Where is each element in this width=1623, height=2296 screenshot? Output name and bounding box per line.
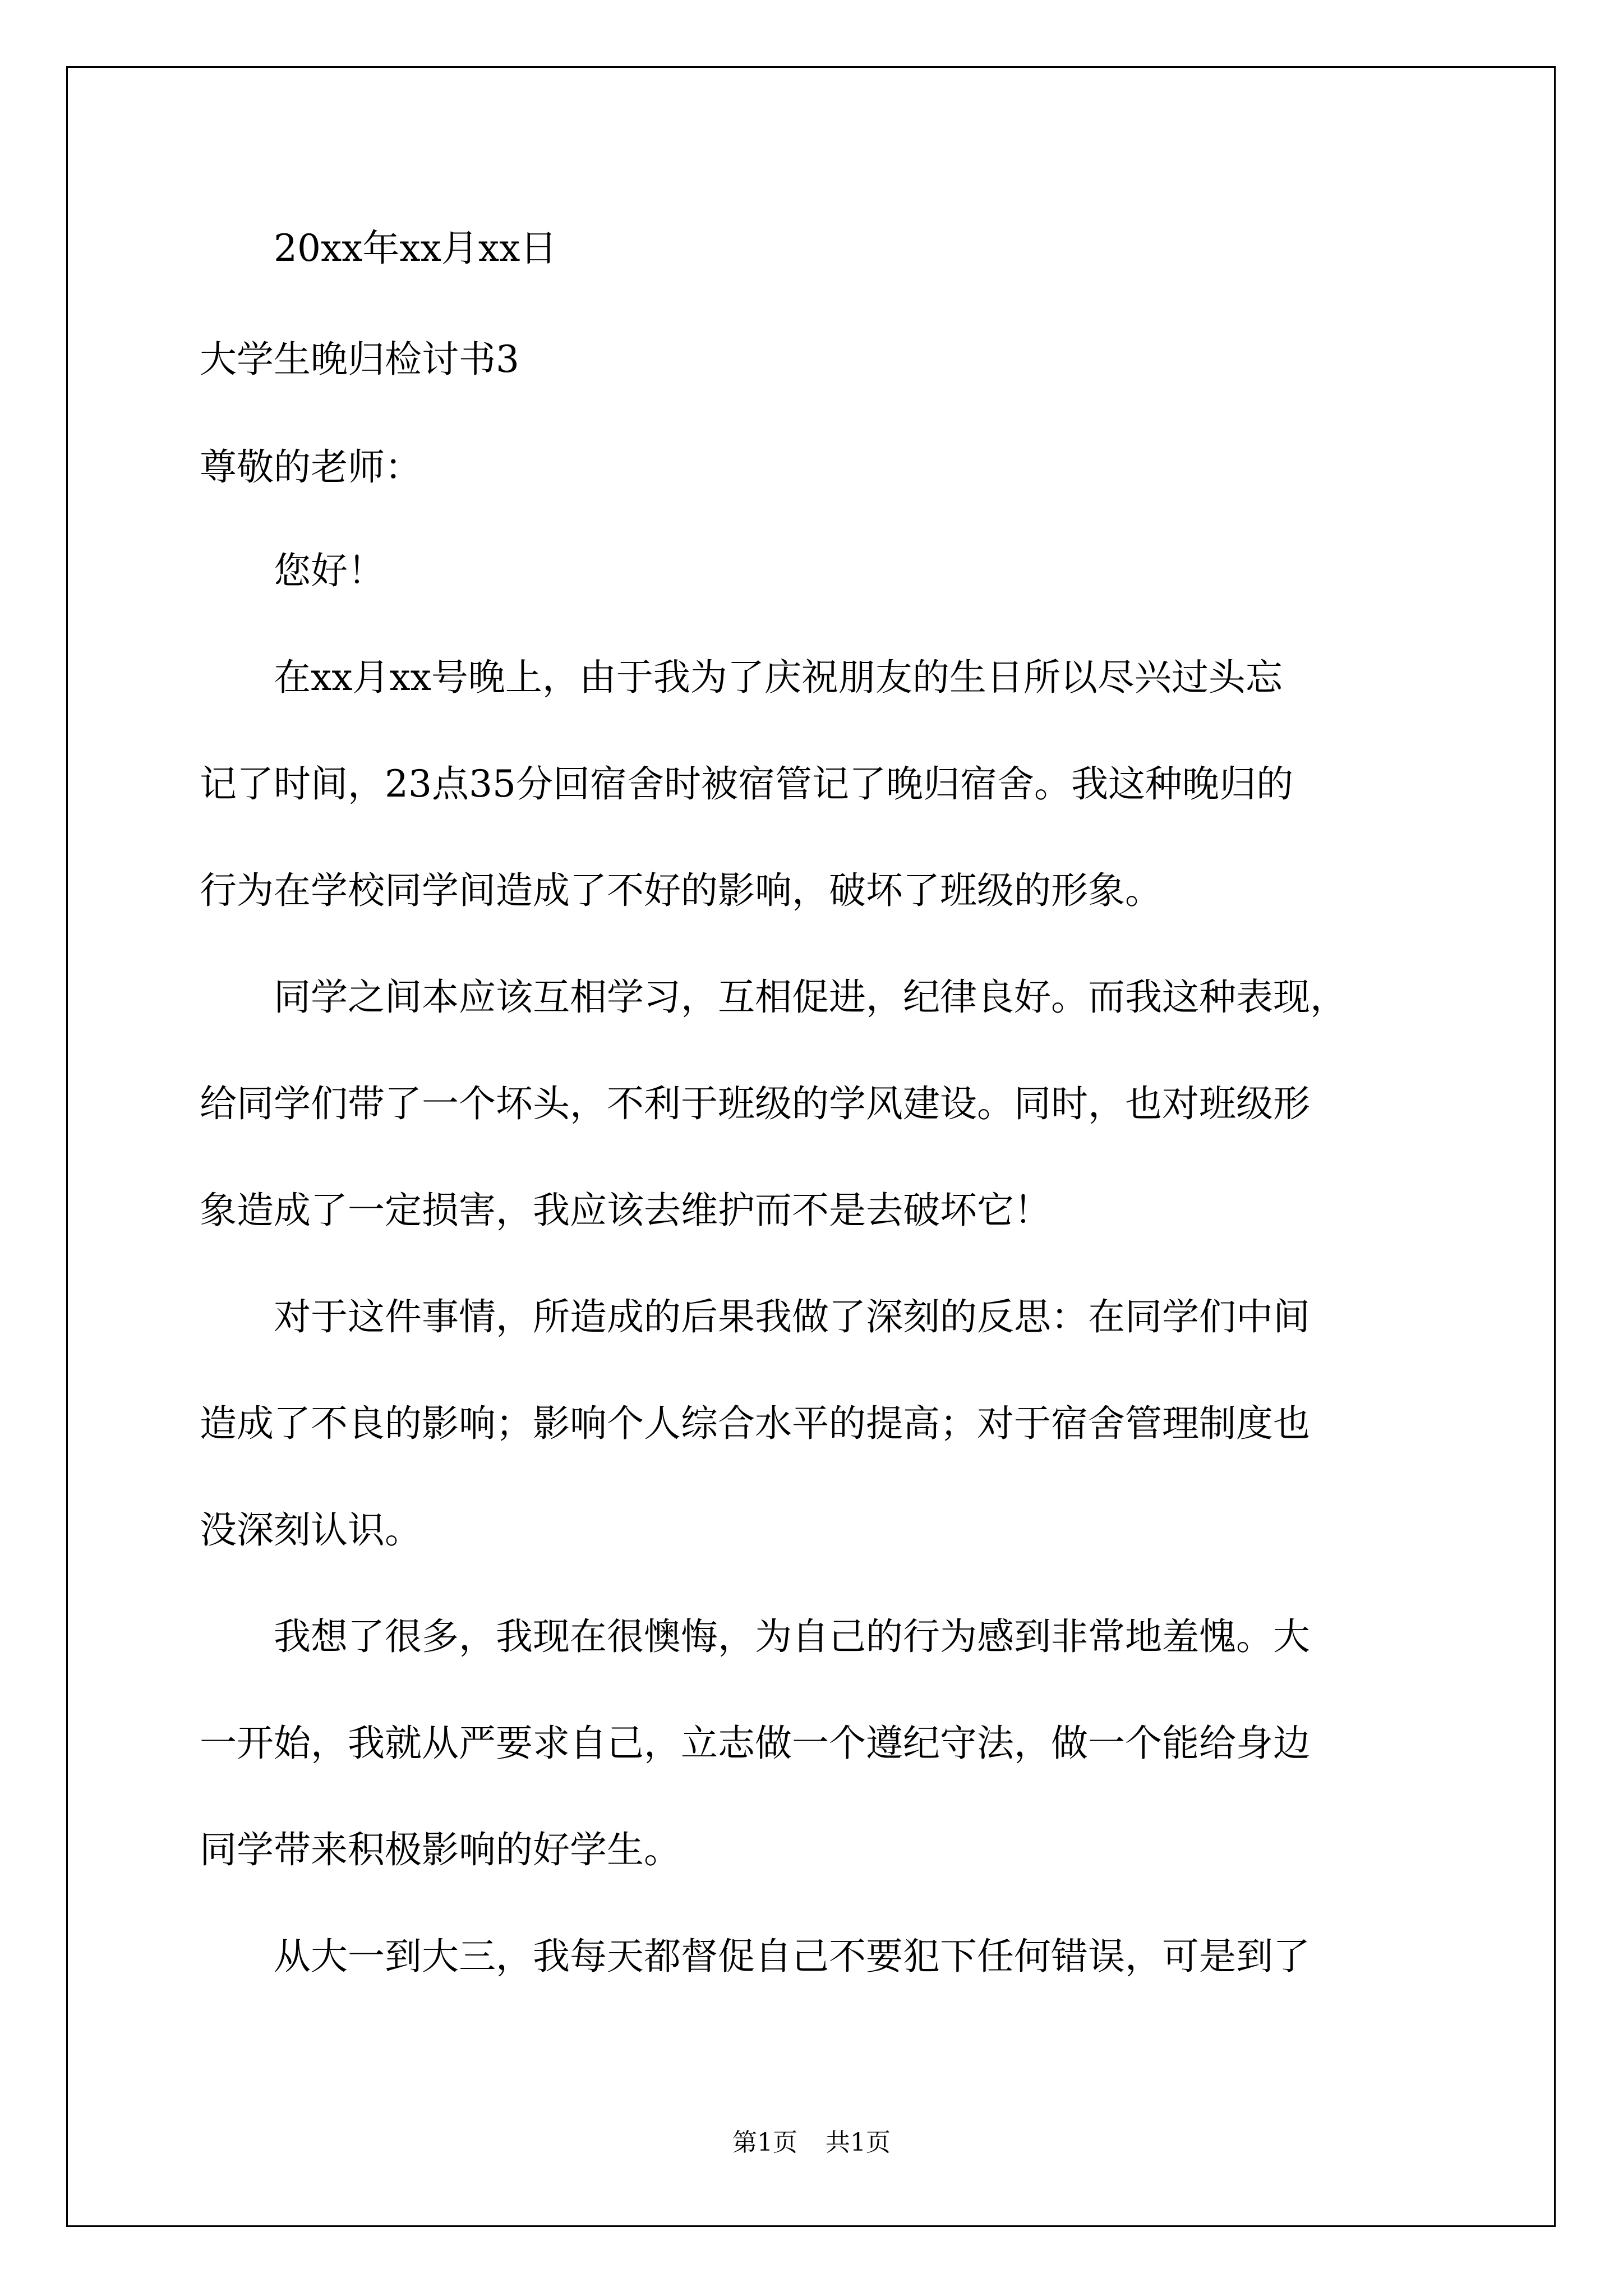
body-line: 同学之间本应该互相学习，互相促进，纪律良好。而我这种表现， [200, 976, 1347, 1019]
body-line: 行为在学校同学间造成了不好的影响，破坏了班级的形象。 [200, 869, 1162, 912]
page-border [66, 66, 1556, 2227]
body-line: 象造成了一定损害，我应该去维护而不是去破坏它！ [200, 1189, 1051, 1232]
body-line: 在xx月xx号晚上，由于我为了庆祝朋友的生日所以尽兴过头忘 [200, 656, 1283, 699]
page-footer [0, 2128, 1623, 2157]
body-line: 一开始，我就从严要求自己，立志做一个遵纪守法，做一个能给身边 [200, 1722, 1310, 1765]
greeting: 您好！ [200, 549, 385, 592]
body-line: 同学带来积极影响的好学生。 [200, 1828, 681, 1871]
body-line: 给同学们带了一个坏头，不利于班级的学风建设。同时，也对班级形 [200, 1082, 1310, 1125]
body-line: 造成了不良的影响；影响个人综合水平的提高；对于宿舍管理制度也 [200, 1402, 1310, 1445]
date-line: 20xx年xx月xx日 [200, 227, 557, 270]
salutation: 尊敬的老师： [200, 445, 422, 489]
document-title: 大学生晚归检讨书3 [200, 338, 519, 381]
body-line: 对于这件事情，所造成的后果我做了深刻的反思：在同学们中间 [200, 1295, 1310, 1338]
body-line: 我想了很多，我现在很懊悔，为自己的行为感到非常地羞愧。大 [200, 1615, 1310, 1658]
body-line: 记了时间，23点35分回宿舍时被宿管记了晚归宿舍。我这种晚归的 [200, 762, 1293, 806]
body-line: 没深刻认识。 [200, 1508, 422, 1552]
page-total: 共1页 [826, 2128, 891, 2157]
page-number: 第1页 [732, 2128, 797, 2157]
body-line: 从大一到大三，我每天都督促自己不要犯下任何错误，可是到了 [200, 1935, 1310, 1978]
